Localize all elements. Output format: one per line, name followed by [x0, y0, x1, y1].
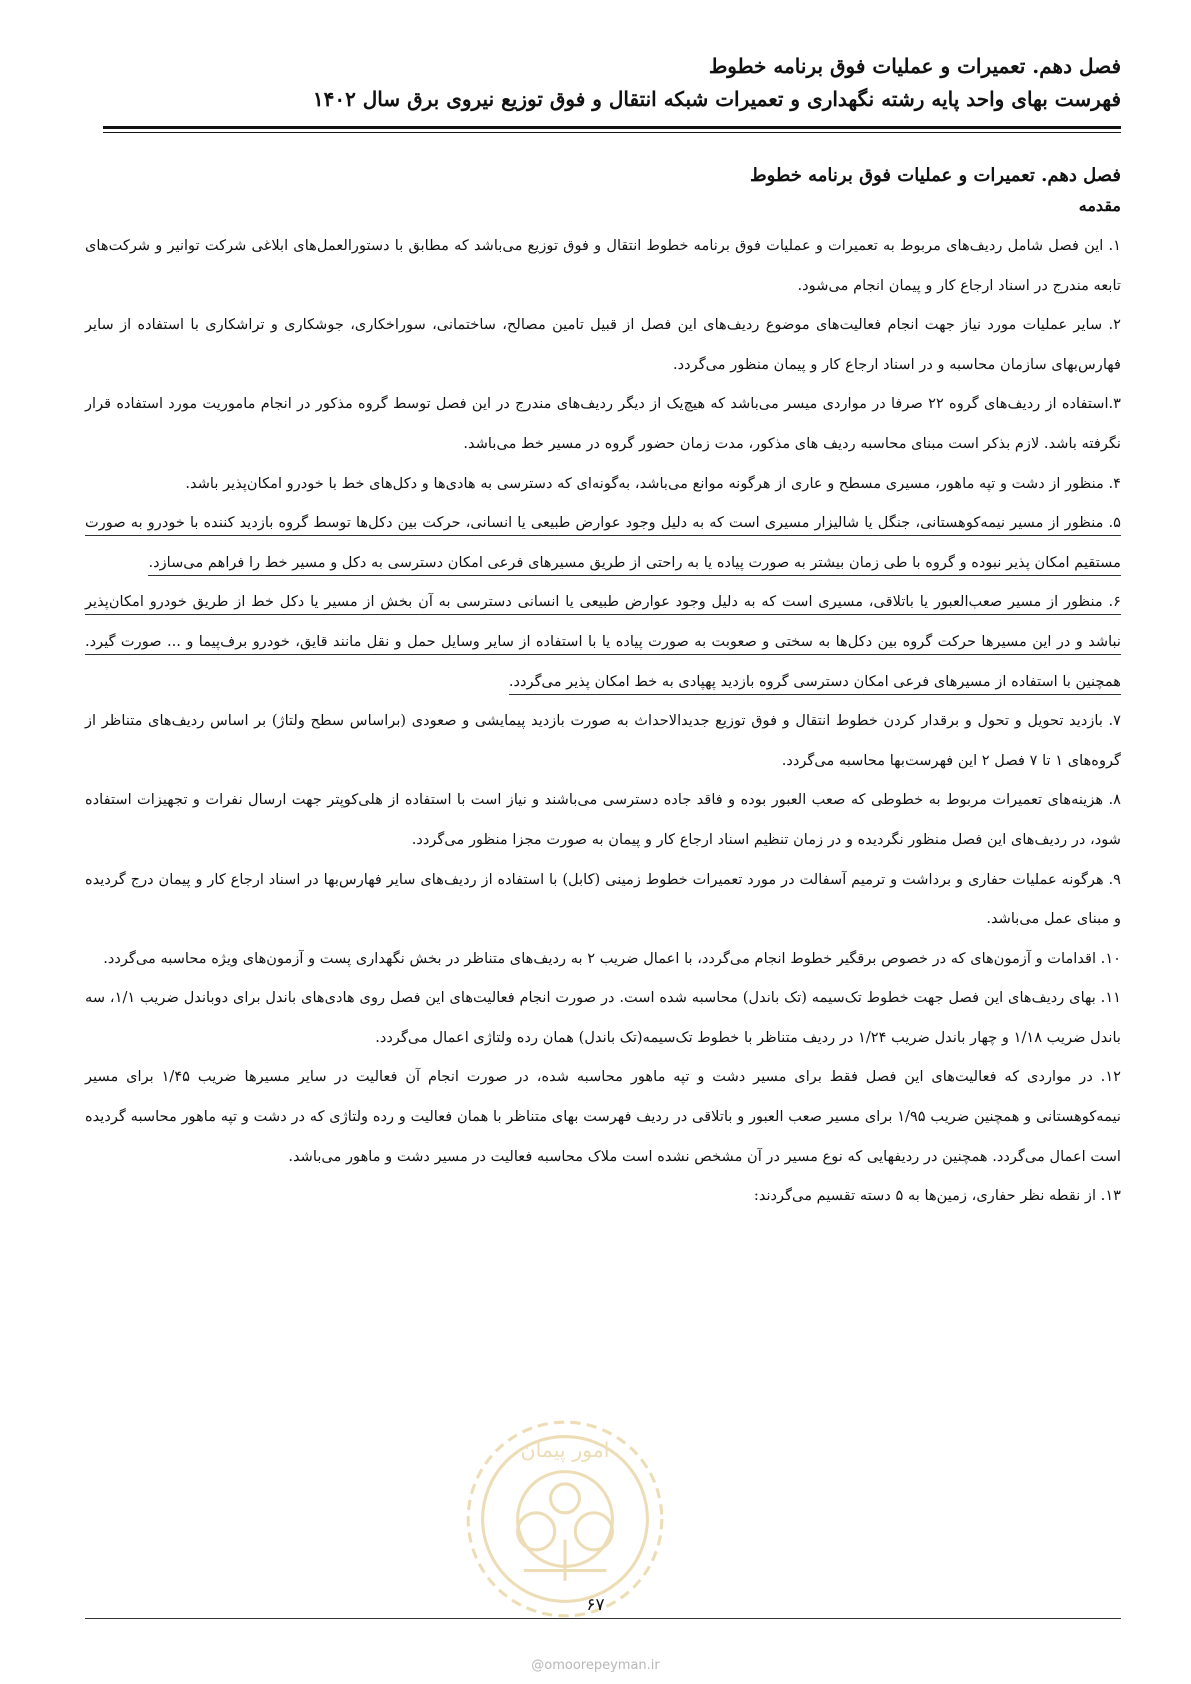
paragraph-11: ۱۱. بهای ردیف‌های این فصل جهت خطوط تک‌سیمه (تک باندل) محاسبه شده است. در صورت انجام فعالیت‌های این فصل روی هادی‌های باندل برای دوباندل ضریب ۱/۱، سه باندل ضریب ۱/۱۸ و چهار باندل ضریب ۱/۲۴ در ردیف متناظر با خطوط تک‌سیمه(تک باندل) همان رده ولتاژی اعمال می‌گردد.	[85, 989, 1121, 1046]
page-number: ۶۷	[586, 1595, 605, 1615]
paragraph-4: ۴. منظور از دشت و تپه ماهور، مسیری مسطح و عاری از هرگونه موانع می‌باشد، به‌گونه‌ای که دسترسی به هادی‌ها و دکل‌های خط با خودرو امکان‌پذیر باشد.	[185, 474, 1121, 492]
footer-rule	[85, 1618, 1121, 1619]
paragraph-6-text: ۶. منظور از مسیر صعب‌العبور یا باتلاقی، مسیری است که به دلیل وجود عوارض طبیعی یا انسانی دسترسی به آن بخش از مسیر یا دکل خط از طریق خودرو امکان‌پذیر نباشد و در این مسیرها حرکت گروه بین دکل‌ها به سختی و صعوبت به صورت پیاده یا با استفاده از سایر وسایل حمل و نقل مانند قایق، خودرو برف‌پیما و ... صورت گیرد. همچنین با استفاده از مسیرهای فرعی امکان دسترسی گروه بازدید پهپادی به خط امکان پذیر می‌گردد.	[85, 593, 1121, 694]
paragraph-6	[85, 582, 1121, 701]
paragraph-12: ۱۲. در مواردی که فعالیت‌های این فصل فقط برای مسیر دشت و تپه ماهور محاسبه شده، در صورت انجام آن فعالیت در سایر مسیرها ضریب ۱/۴۵ برای مسیر نیمه‌کوهستانی و همچنین ضریب ۱/۹۵ برای مسیر صعب العبور و باتلاقی در ردیف فهرست بهای متناظر با همان فعالیت و رده ولتاژی که در دشت و تپه ماهور محاسبه گردیده است اعمال می‌گردد. همچنین در ردیفهایی که نوع مسیر در آن مشخص نشده است ملاک محاسبه فعالیت در مسیر دشت و ماهور می‌باشد.	[85, 1068, 1121, 1165]
main-content	[85, 162, 1121, 1216]
running-header	[103, 50, 1121, 116]
header-rule-thick	[103, 126, 1121, 129]
paragraph-1: ۱. این فصل شامل ردیف‌های مربوط به تعمیرات و عملیات فوق برنامه خطوط انتقال و فوق توزیع می‌باشد که مطابق با دستورالعمل‌های ابلاغی شرکت توانیر و شرکت‌های تابعه مندرج در اسناد ارجاع کار و پیمان انجام می‌شود.	[85, 237, 1121, 294]
stamp-text: امور پیمان	[520, 1438, 610, 1463]
section-title: فصل دهم. تعمیرات و عملیات فوق برنامه خطوط	[750, 165, 1121, 186]
header-document-title: فهرست بهای واحد پایه رشته نگهداری و تعمیرات شبکه انتقال و فوق توزیع نیروی برق سال ۱۴۰۲	[312, 87, 1121, 111]
paragraph-8: ۸. هزینه‌های تعمیرات مربوط به خطوطی که صعب العبور بوده و فاقد جاده دسترسی می‌باشند و نیاز است با استفاده از هلی‌کوپتر جهت ارسال نفرات و تجهیزات استفاده شود، در ردیف‌های این فصل منظور نگردیده و در زمان تنظیم اسناد ارجاع کار و پیمان به صورت مجزا منظور می‌گردد.	[85, 791, 1121, 848]
paragraph-3: ۳.استفاده از ردیف‌های گروه ۲۲ صرفا در مواردی میسر می‌باشد که هیچ‌یک از دیگر ردیف‌های مندرج در این فصل توسط گروه مذکور در انجام ماموریت مورد استفاده قرار نگرفته باشد. لازم بذکر است مبنای محاسبه ردیف های مذکور، مدت زمان حضور گروه در مسیر خط می‌باشد.	[85, 395, 1121, 452]
paragraph-9: ۹. هرگونه عملیات حفاری و برداشت و ترمیم آسفالت در مورد تعمیرات خطوط زمینی (کابل) با استفاده از ردیف‌های سایر فهارس‌بها در اسناد ارجاع کار و پیمان درج گردیده و مبنای عمل می‌باشد.	[85, 870, 1121, 928]
paragraph-5	[85, 503, 1121, 582]
header-chapter-title: فصل دهم. تعمیرات و عملیات فوق برنامه خطوط	[708, 54, 1121, 78]
paragraph-2: ۲. سایر عملیات مورد نیاز جهت انجام فعالیت‌های موضوع ردیف‌های این فصل از قبیل تامین مصالح، ساختمانی، سوراخکاری، جوشکاری و تراشکاری با استفاده از سایر فهارس‌بهای سازمان محاسبه و در اسناد ارجاع کار و پیمان منظور می‌گردد.	[85, 316, 1121, 373]
paragraph-10: ۱۰. اقدامات و آزمون‌های که در خصوص برقگیر خطوط انجام می‌گردد، با اعمال ضریب ۲ به ردیف‌های متناظر در بخش نگهداری پست و آزمون‌های ویژه محاسبه می‌گردد.	[103, 949, 1121, 967]
intro-heading: مقدمه	[1078, 196, 1121, 215]
paragraph-5-text: ۵. منظور از مسیر نیمه‌کوهستانی، جنگل یا شالیزار مسیری است که به دلیل وجود عوارض طبیعی یا انسانی، حرکت بین دکل‌ها توسط گروه بازدید کننده با خودرو به صورت مستقیم امکان پذیر نبوده و گروه با طی زمان بیشتر به صورت پیاده یا به راحتی از طریق مسیرهای فرعی امکان دسترسی به دکل و مسیر خط را فراهم می‌سازد.	[85, 514, 1121, 576]
watermark-text: @omoorepeyman.ir	[531, 1658, 660, 1673]
paragraph-13: ۱۳. از نقطه نظر حفاری، زمین‌ها به ۵ دسته تقسیم می‌گردند:	[753, 1187, 1121, 1205]
header-rule-thin	[103, 132, 1121, 133]
omoorepeyman-stamp-logo	[462, 1416, 668, 1622]
paragraph-7: ۷. بازدید تحویل و تحول و برقدار کردن خطوط انتقال و فوق توزیع جدیدالاحداث به صورت بازدید پیمایشی و صعودی (براساس سطح ولتاژ) بر اساس ردیف‌های متناظر از گروه‌های ۱ تا ۷ فصل ۲ این فهرست‌بها محاسبه می‌گردد.	[85, 712, 1121, 769]
